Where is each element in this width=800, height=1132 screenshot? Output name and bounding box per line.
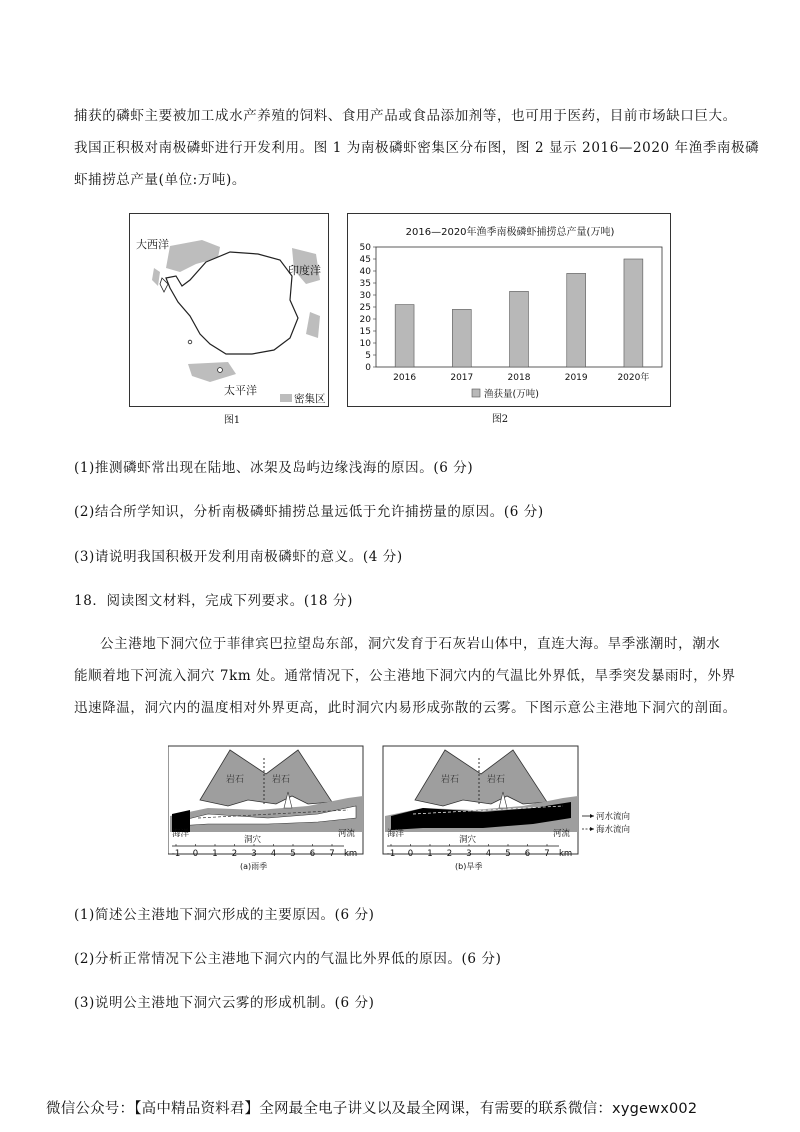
km-tick-label: 4 <box>485 849 492 859</box>
km-tick-label: 2 <box>231 849 238 859</box>
km-tick-label: 2 <box>446 849 453 859</box>
paragraph-line: 能顺着地下河流入洞穴 7km 处。通常情况下，公主港地下洞穴内的气温比外界低，旱季突发暴雨时，外界 <box>74 668 736 684</box>
km-tick-label: 6 <box>524 849 531 859</box>
legend-sea-flow: 海水流向 <box>596 825 631 835</box>
x-tick-label: 2019 <box>564 373 588 383</box>
cave-label: 洞穴 <box>459 835 477 845</box>
pacific-label: 太平洋 <box>224 384 257 397</box>
question-17-2: (2)结合所学知识，分析南极磷虾捕捞总量远低于允许捕捞量的原因。(6 分) <box>74 504 544 520</box>
km-tick-label: 0 <box>192 849 199 859</box>
y-tick-label: 45 <box>359 255 371 265</box>
figure1-caption: 图1 <box>223 415 241 426</box>
chart-title: 2016—2020年渔季南极磷虾捕捞总产量(万吨) <box>405 227 615 238</box>
sea-label: 海洋 <box>387 829 405 839</box>
km-tick-label: 5 <box>505 849 511 859</box>
rock-label: 岩石 <box>272 775 291 785</box>
km-tick-label: -1 <box>386 849 396 859</box>
atlantic-label: 大西洋 <box>136 238 169 251</box>
km-tick-label: 7 <box>329 849 335 859</box>
rock-label: 岩石 <box>226 775 245 785</box>
y-tick-label: 15 <box>359 327 371 337</box>
x-tick-label: 2020年 <box>617 373 650 383</box>
panel-caption: (b)旱季 <box>455 862 483 871</box>
panel-caption: (a)雨季 <box>240 862 268 871</box>
legend-swatch <box>280 394 292 402</box>
panel-dry-season <box>383 746 578 871</box>
km-tick-label: 5 <box>290 849 296 859</box>
sea-label: 海洋 <box>172 829 190 839</box>
river-label: 河流 <box>338 829 356 839</box>
question-18-1: (1)简述公主港地下洞穴形成的主要原因。(6 分) <box>74 907 375 923</box>
rock-label: 岩石 <box>487 775 506 785</box>
y-tick-label: 0 <box>365 363 371 373</box>
y-tick-label: 20 <box>359 315 371 325</box>
y-tick-label: 5 <box>365 351 371 361</box>
legend-swatch <box>472 389 480 397</box>
paragraph-line: 虾捕捞总产量(单位:万吨)。 <box>74 172 246 188</box>
y-tick-label: 40 <box>359 267 371 277</box>
km-tick-label: 4 <box>270 849 277 859</box>
legend-label: 密集区 <box>294 393 326 405</box>
y-tick-label: 30 <box>359 291 371 301</box>
question-17-1: (1)推测磷虾常出现在陆地、冰架及岛屿边缘浅海的原因。(6 分) <box>74 460 474 476</box>
cave-label: 洞穴 <box>244 835 262 845</box>
panel-rainy-season <box>168 746 363 871</box>
indian-label: 印度洋 <box>288 264 321 277</box>
bar <box>567 273 586 367</box>
km-tick-label: 7 <box>544 849 550 859</box>
question-18-2: (2)分析正常情况下公主港地下洞穴内的气温比外界低的原因。(6 分) <box>74 951 502 967</box>
bar <box>452 309 471 367</box>
y-tick-label: 25 <box>359 303 371 313</box>
bar <box>395 305 414 367</box>
km-tick-label: 0 <box>407 849 414 859</box>
paragraph-line: 迅速降温，洞穴内的温度相对外界更高，此时洞穴内易形成弥散的云雾。下图示意公主港地下洞穴的剖面。 <box>74 700 737 716</box>
km-tick-label: 1 <box>427 849 433 859</box>
question-18-heading: 18．阅读图文材料，完成下列要求。(18 分) <box>74 593 353 609</box>
flow-legend <box>582 811 631 835</box>
x-tick-label: 2017 <box>450 373 474 383</box>
km-tick-label: 6 <box>309 849 316 859</box>
y-tick-label: 50 <box>359 243 371 253</box>
cave-figure <box>168 744 638 874</box>
km-unit: km <box>559 849 573 859</box>
bar <box>624 259 643 367</box>
figure1-map <box>129 213 329 407</box>
figure2-chart <box>347 213 671 407</box>
bar <box>510 291 529 367</box>
paragraph-line: 捕获的磷虾主要被加工成水产养殖的饲料、食用产品或食品添加剂等，也可用于医药，目前市场缺口巨大。 <box>74 108 737 124</box>
legend-river-flow: 河水流向 <box>596 812 631 822</box>
km-tick-label: 3 <box>251 849 257 859</box>
paragraph-line: 我国正积极对南极磷虾进行开发利用。图 1 为南极磷虾密集区分布图，图 2 显示 2016—2020 年渔季南极磷 <box>74 140 760 156</box>
km-tick-label: -1 <box>171 849 181 859</box>
river-label: 河流 <box>553 829 571 839</box>
y-tick-label: 10 <box>359 339 371 349</box>
question-17-3: (3)请说明我国积极开发利用南极磷虾的意义。(4 分) <box>74 549 403 565</box>
question-18-3: (3)说明公主港地下洞穴云雾的形成机制。(6 分) <box>74 995 375 1011</box>
km-tick-label: 3 <box>466 849 472 859</box>
km-tick-label: 1 <box>212 849 218 859</box>
footer-contact: 微信公众号：【高中精品资料君】全网最全电子讲义以及最全网课，有需要的联系微信：xygewx002 <box>46 1101 698 1117</box>
y-tick-label: 35 <box>359 279 371 289</box>
km-unit: km <box>344 849 358 859</box>
legend-label: 渔获量(万吨) <box>484 389 539 400</box>
x-tick-label: 2018 <box>507 373 531 383</box>
rock-label: 岩石 <box>441 775 460 785</box>
paragraph-line: 公主港地下洞穴位于菲律宾巴拉望岛东部，洞穴发育于石灰岩山体中，直连大海。旱季涨潮时，潮水 <box>100 636 721 652</box>
figure2-caption: 图2 <box>491 414 509 425</box>
x-tick-label: 2016 <box>393 373 417 383</box>
